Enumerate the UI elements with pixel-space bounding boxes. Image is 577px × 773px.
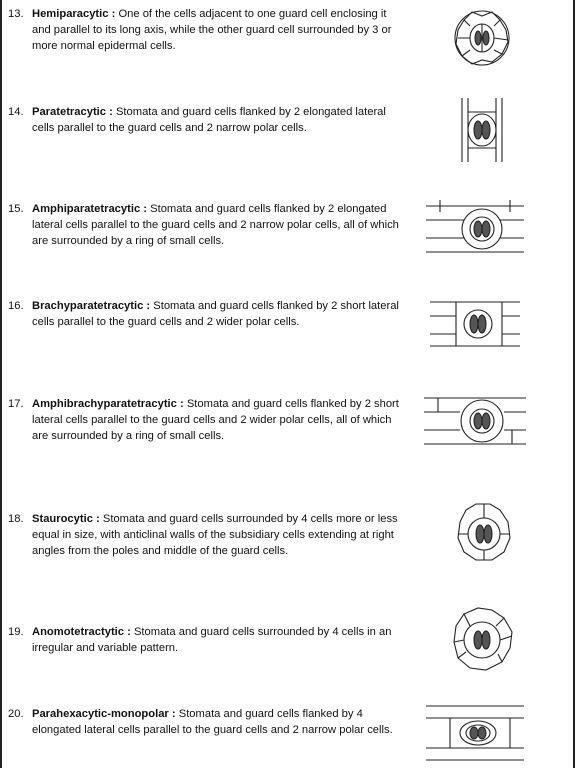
entry-term: Hemiparacytic :: [32, 8, 116, 20]
entry-15: [8, 201, 403, 250]
entry-description: Stomata and guard cells surrounded by 4 cells in an irregular and variable pattern.: [32, 626, 392, 655]
entry-18: [8, 511, 403, 560]
entry-13: [8, 6, 403, 55]
staurocytic-stoma-diagram: [420, 498, 530, 570]
entry-17: [8, 396, 403, 445]
entry-text: [32, 624, 403, 656]
entry-description: Stomata and guard cells flanked by 2 short lateral cells parallel to the guard cells and 2 wider polar cells, all of which are surrounded by a ring of small cells.: [32, 398, 399, 443]
entry-text: [32, 298, 403, 330]
entry-description: Stomata and guard cells surrounded by 4 cells more or less equal in size, with anticlinal walls of the subsidiary cells extending at right angles from the poles and middle of the guard cells.: [32, 513, 398, 558]
entry-20: [8, 706, 403, 738]
amphibrachyparatetracytic-stoma-diagram: [420, 384, 530, 456]
entry-number: 18.: [8, 513, 24, 525]
entry-text: [32, 201, 403, 250]
entry-term: Amphibrachyparatetracytic :: [32, 398, 184, 410]
entry-14: [8, 104, 403, 136]
anomotetractytic-stoma-diagram: [420, 604, 530, 676]
entry-text: [32, 104, 403, 136]
entry-term: Parahexacytic-monopolar :: [32, 708, 176, 720]
entry-text: [32, 6, 403, 55]
brachyparatetracytic-stoma-diagram: [420, 288, 530, 360]
entry-description: Stomata and guard cells flanked by 2 elongated lateral cells parallel to the guard cells and 2 narrow polar cells.: [32, 106, 386, 135]
entry-number: 15.: [8, 203, 24, 215]
entry-term: Staurocytic :: [32, 513, 100, 525]
entry-number: 17.: [8, 398, 24, 410]
hemiparacytic-stoma-diagram: [420, 2, 530, 74]
paratetracytic-stoma-diagram: [420, 94, 530, 166]
entry-text: [32, 396, 403, 445]
entry-description: Stomata and guard cells flanked by 4 elongated lateral cells parallel to the guard cells and 2 narrow polar cells.: [32, 708, 393, 737]
entry-number: 16.: [8, 300, 24, 312]
entry-text: [32, 706, 403, 738]
entry-term: Paratetracytic :: [32, 106, 113, 118]
entry-19: [8, 624, 403, 656]
entry-description: Stomata and guard cells flanked by 2 short lateral cells parallel to the guard cells and 2 wider polar cells.: [32, 300, 399, 329]
entry-description: Stomata and guard cells flanked by 2 elongated lateral cells parallel to the guard cells and 2 narrow polar cells, all of which are surrounded by a ring of small cells.: [32, 203, 399, 248]
entry-number: 20.: [8, 708, 24, 720]
entry-number: 13.: [8, 8, 24, 20]
parahexacytic-monopolar-stoma-diagram: [420, 696, 530, 768]
entry-text: [32, 511, 403, 560]
entry-term: Anomotetractytic :: [32, 626, 131, 638]
entry-description: One of the cells adjacent to one guard cell enclosing it and parallel to its long axis, while the other guard cell surrounded by 3 or more normal epidermal cells.: [32, 8, 392, 53]
entry-number: 19.: [8, 626, 24, 638]
entry-16: [8, 298, 403, 330]
entry-term: Amphiparatetracytic :: [32, 203, 148, 215]
entry-number: 14.: [8, 106, 24, 118]
amphiparatetracytic-stoma-diagram: [420, 192, 530, 264]
entry-term: Brachyparatetracytic :: [32, 300, 151, 312]
